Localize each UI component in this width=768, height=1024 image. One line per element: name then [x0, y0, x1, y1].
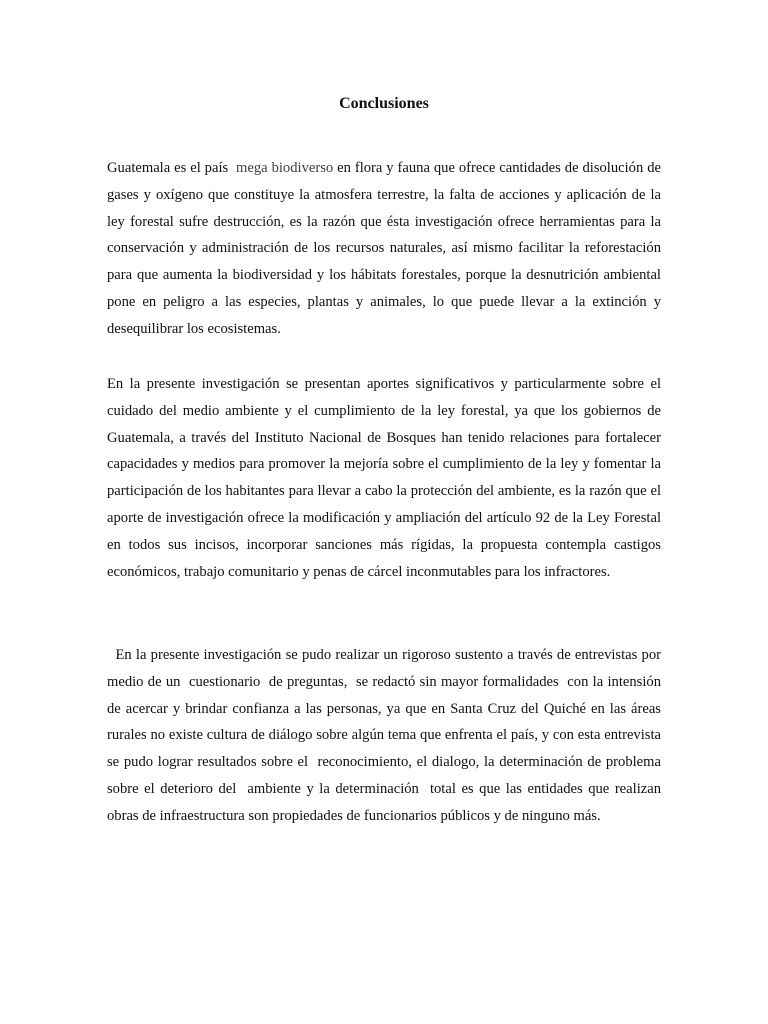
paragraph-1-start: Guatemala es el país	[107, 160, 237, 176]
page-title: Conclusiones	[339, 95, 429, 112]
paragraph-1	[107, 155, 661, 343]
paragraph-3: En la presente investigación se pudo realizar un rigoroso sustento a través de entrevistas por medio de un cuestionario de preguntas, se redactó sin mayor formalidades con la intensión de acercar y brindar confianza a las personas, ya que en Santa Cruz del Quiché en las áreas rurales no existe cultura de diálogo sobre algún tema que enfrenta el país, y con esta entrevista se pudo lograr resultados sobre el reconocimiento, el dialogo, la determinación de problema sobre el deterioro del ambiente y la determinación total es que las entidades que realizan obras de infraestructura son propiedades de funcionarios públicos y de ninguno más.	[107, 647, 665, 824]
paragraph-1-rest: en flora y fauna que ofrece cantidades de disolución de gases y oxígeno que constituye la atmosfera terrestre, la falta de acciones y aplicación de la ley forestal sufre destrucción, es la razón que ésta investigación ofrece herramientas para la conservación y administración de los recursos naturales, así mismo facilitar la reforestación para que aumenta la biodiversidad y los hábitats forestales, porque la desnutrición ambiental pone en peligro a las especies, plantas y animales, lo que puede llevar a la extinción y desequilibrar los ecosistemas.	[107, 160, 661, 337]
highlighted-term[interactable]: mega biodiverso	[236, 160, 334, 176]
paragraph-2: En la presente investigación se presentan aportes significativos y particularmente sobre el cuidado del medio ambiente y el cumplimiento de la ley forestal, ya que los gobiernos de Guatemala, a través del Instituto Nacional de Bosques han tenido relaciones para fortalecer capacidades y medios para promover la mejoría sobre el cumplimiento de la ley y fomentar la participación de los habitantes para llevar a cabo la protección del ambiente, es la razón que el aporte de investigación ofrece la modificación y ampliación del artículo 92 de la Ley Forestal en todos sus incisos, incorporar sanciones más rígidas, la propuesta contempla castigos económicos, trabajo comunitario y penas de cárcel inconmutables para los infractores.	[107, 376, 661, 580]
